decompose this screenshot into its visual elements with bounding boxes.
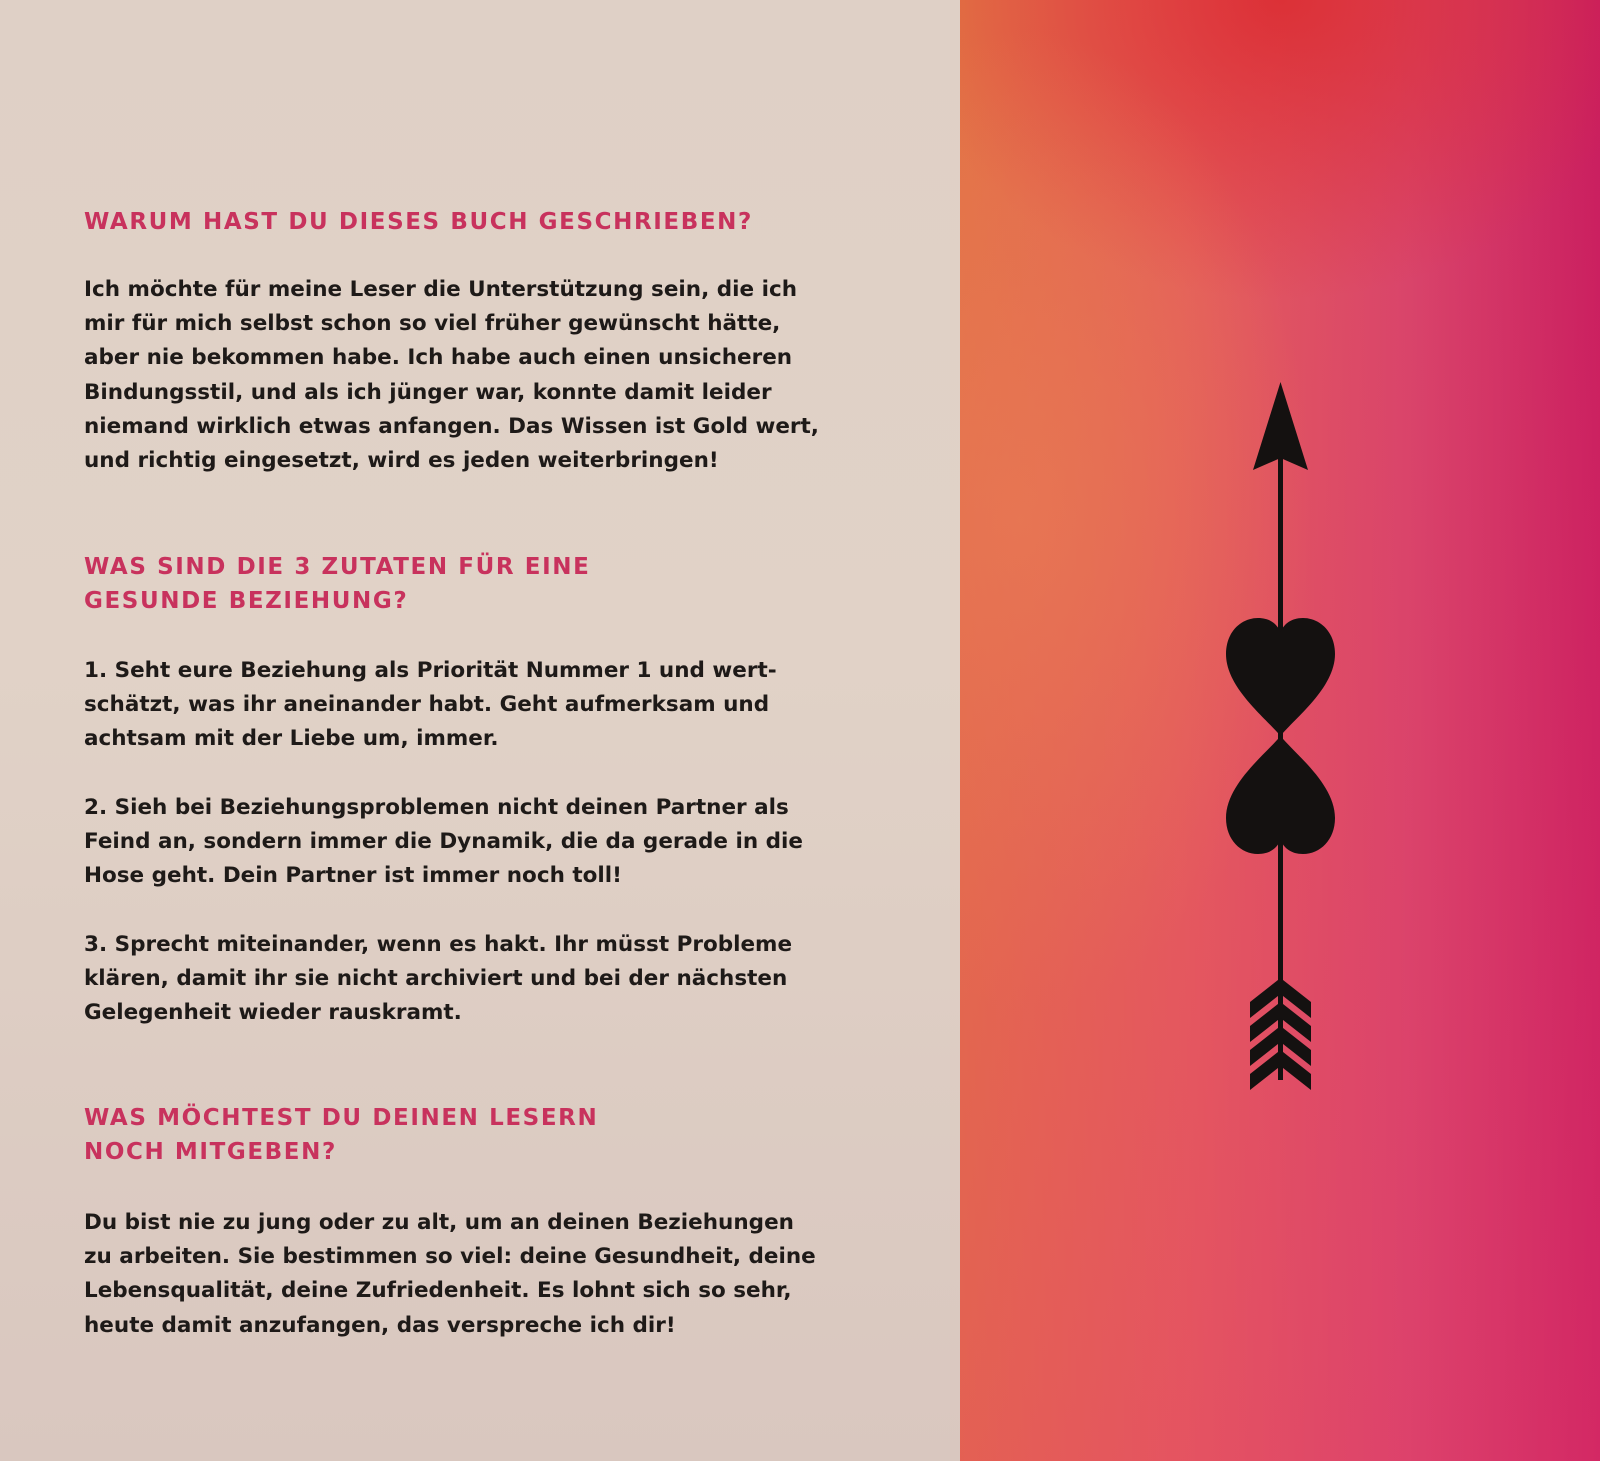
question-heading-1 xyxy=(84,205,753,239)
arrowhead-icon xyxy=(1253,382,1308,470)
text-line: Ich möchte für meine Leser die Unterstützung sein, die ich xyxy=(84,277,797,302)
text-line: zu arbeiten. Sie bestimmen so viel: deine Gesundheit, deine xyxy=(84,1244,816,1270)
text-line: Du bist nie zu jung oder zu alt, um an deinen Beziehungen xyxy=(84,1210,794,1235)
text-line: 1. Seht eure Beziehung als Priorität Nummer 1 und wert- xyxy=(84,658,777,683)
answer-paragraph-2c xyxy=(84,928,792,1031)
heading-line: WARUM HAST DU DIESES BUCH GESCHRIEBEN? xyxy=(84,209,753,235)
text-line: achtsam mit der Liebe um, immer. xyxy=(84,726,499,752)
text-line: heute damit anzufangen, das verspreche ich dir! xyxy=(84,1312,676,1338)
question-heading-2 xyxy=(84,550,590,618)
text-line: schätzt, was ihr aneinander habt. Geht aufmerksam und xyxy=(84,692,770,718)
text-line: aber nie bekommen habe. Ich habe auch einen unsicheren xyxy=(84,345,793,371)
heading-line: WAS MÖCHTEST DU DEINEN LESERN xyxy=(84,1105,599,1131)
text-line: 3. Sprecht miteinander, wenn es hakt. Ihr müsst Probleme xyxy=(84,932,793,957)
text-line: klären, damit ihr sie nicht archiviert und bei der nächsten xyxy=(84,966,788,992)
text-line: mir für mich selbst schon so viel früher gewünscht hätte, xyxy=(84,311,781,337)
text-line: Gelegenheit wieder rauskramt. xyxy=(84,1000,462,1026)
text-line: Hose geht. Dein Partner ist immer noch toll! xyxy=(84,863,622,889)
heart-icon xyxy=(1226,736,1335,854)
heading-line: WAS SIND DIE 3 ZUTATEN FÜR EINE xyxy=(84,554,591,580)
text-line: Bindungsstil, und als ich jünger war, konnte damit leider xyxy=(84,379,772,405)
heart-icon xyxy=(1226,618,1335,736)
answer-paragraph-2a xyxy=(84,654,777,757)
text-line: Lebensqualität, deine Zufriedenheit. Es lohnt sich so sehr, xyxy=(84,1278,792,1304)
text-line: Feind an, sondern immer die Dynamik, die da gerade in die xyxy=(84,829,803,855)
arrow-with-two-hearts-icon xyxy=(1200,370,1360,1110)
text-line: niemand wirklich etwas anfangen. Das Wissen ist Gold wert, xyxy=(84,413,819,439)
answer-paragraph-1 xyxy=(84,273,819,478)
heading-line: NOCH MITGEBEN? xyxy=(84,1139,337,1165)
text-line: und richtig eingesetzt, wird es jeden weiterbringen! xyxy=(84,448,719,474)
answer-paragraph-3 xyxy=(84,1206,816,1343)
answer-paragraph-2b xyxy=(84,791,803,894)
heading-line: GESUNDE BEZIEHUNG? xyxy=(84,588,409,614)
question-heading-3 xyxy=(84,1101,598,1169)
text-line: 2. Sieh bei Beziehungsproblemen nicht deinen Partner als xyxy=(84,795,789,820)
